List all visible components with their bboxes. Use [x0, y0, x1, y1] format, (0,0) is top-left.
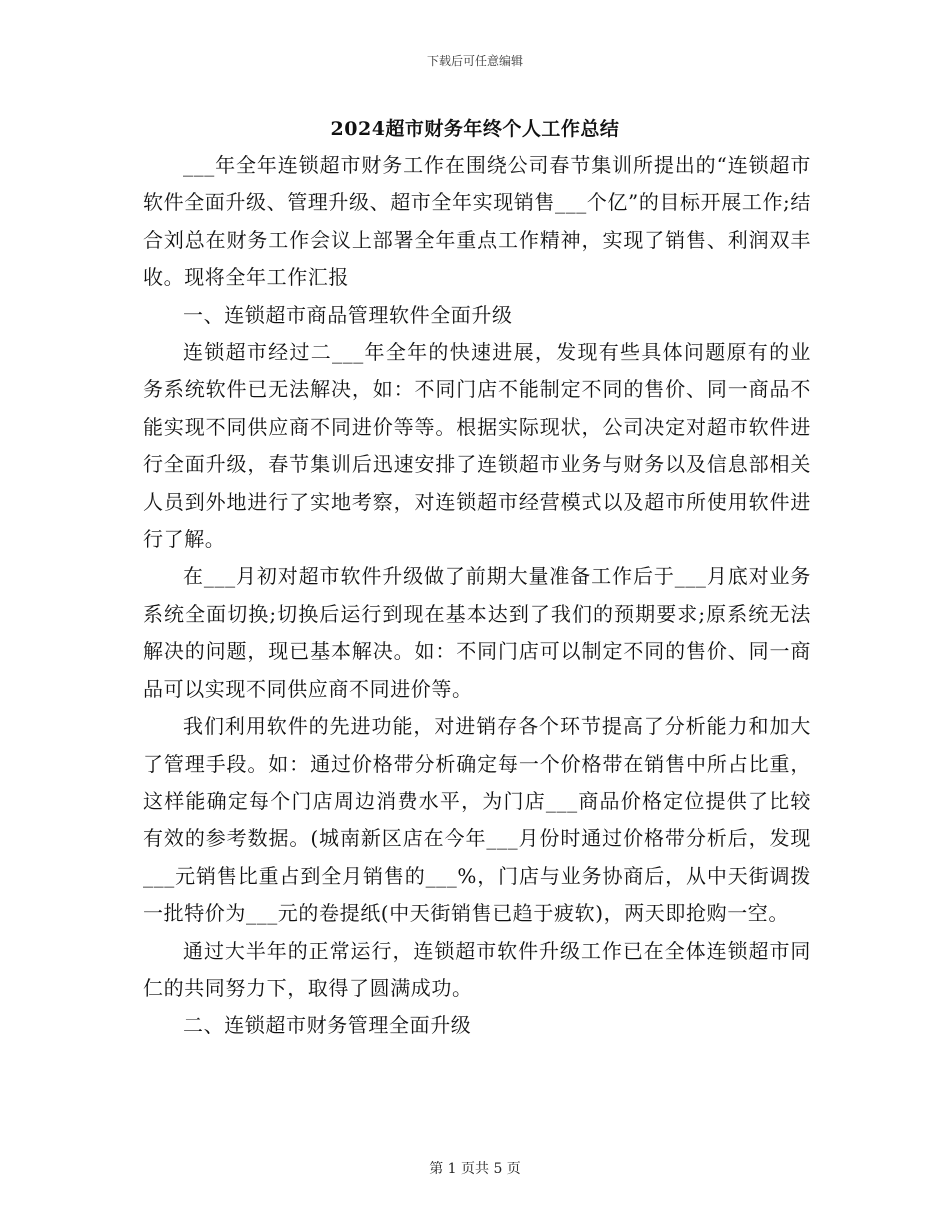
- section-heading-2: 二、连锁超市财务管理全面升级: [183, 1013, 472, 1038]
- paragraph-software-background: 连锁超市经过二___年全年的快速进展，发现有些具体问题原有的业务系统软件已无法解决，如：不同门店不能制定不同的售价、同一商品不能实现不同供应商不同进价等等。根据实际现状，公司决定对超市软件进行全面升级，春节集训后迅速安排了连锁超市业务与财务以及信息部相关人员到外地进行了实地考察，对连锁超市经营模式以及超市所使用软件进行了解。: [143, 340, 811, 552]
- document-title: 2024超市财务年终个人工作总结: [330, 118, 620, 140]
- paragraph-software-analysis: 我们利用软件的先进功能，对进销存各个环节提高了分析能力和加大了管理手段。如：通过价格带分析确定每一个价格带在销售中所占比重，这样能确定每个门店周边消费水平，为门店___商品价格定位提供了比较有效的参考数据。(城南新区店在今年___月份时通过价格带分析后，发现___元销售比重占到全月销售的___%，门店与业务协商后，从中天街调拨一批特价为___元的卷提纸(中天街销售已趋于疲软)，两天即抢购一空。: [143, 714, 811, 926]
- paragraph-software-result: 通过大半年的正常运行，连锁超市软件升级工作已在全体连锁超市同仁的共同努力下，取得了圆满成功。: [143, 938, 811, 1000]
- paragraph-intro: ___年全年连锁超市财务工作在围绕公司春节集训所提出的“连锁超市软件全面升级、管理升级、超市全年实现销售___个亿”的目标开展工作;结合刘总在财务工作会议上部署全年重点工作精神，实现了销售、利润双丰收。现将全年工作汇报: [143, 153, 811, 290]
- page-header-note: 下载后可任意编辑: [426, 54, 523, 68]
- section-heading-1: 一、连锁超市商品管理软件全面升级: [183, 302, 513, 327]
- page-number: 第 1 页共 5 页: [429, 1161, 521, 1177]
- document-body: [143, 147, 811, 1045]
- paragraph-software-switch: 在___月初对超市软件升级做了前期大量准备工作后于___月底对业务系统全面切换;切换后运行到现在基本达到了我们的预期要求;原系统无法解决的问题，现已基本解决。如：不同门店可以制定不同的售价、同一商品可以实现不同供应商不同进价等。: [143, 564, 811, 701]
